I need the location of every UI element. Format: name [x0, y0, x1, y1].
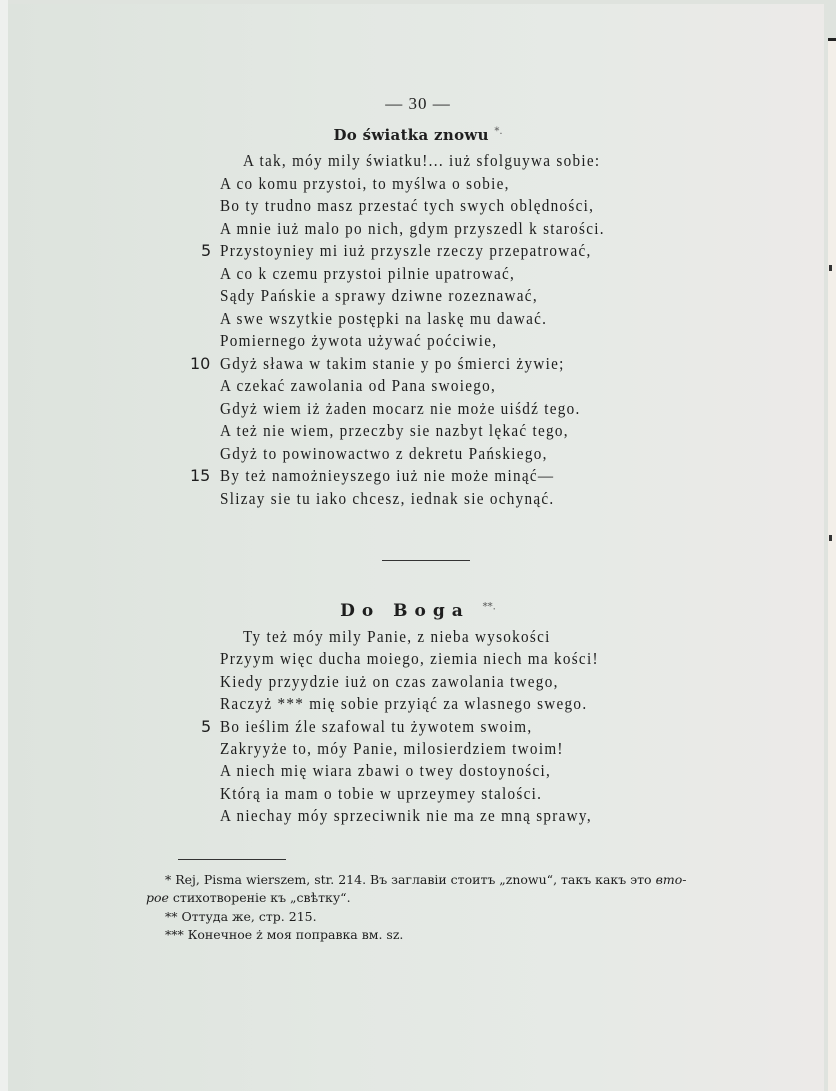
line-number: 5 — [201, 716, 212, 736]
page-edge-dot — [829, 265, 832, 271]
verse-line: A co komu przystoi, to myślwa o sobie, — [220, 173, 510, 193]
verse-line: A niech mię wiara zbawi o twey dostoyności, — [220, 761, 552, 781]
verse-line: A tak, móy mily światku!... iuż sfolguywa sobie: — [243, 151, 601, 170]
poem-title — [0, 126, 836, 144]
verse-line: Przyym więc ducha moiego, ziemia niech ma kości! — [220, 649, 599, 669]
poem-title-text: Do Boga — [340, 601, 470, 621]
line-number: 10 — [190, 353, 211, 373]
verse-line: Gdyż wiem iż żaden mocarz nie może uiśdź tego. — [220, 398, 581, 418]
page-number: — 30 — — [385, 94, 451, 113]
verse-line: A czekać zawolania od Pana swoiego, — [220, 376, 497, 395]
verse-line: Ty też móy mily Panie, z nieba wysokości — [243, 627, 551, 646]
poem-title — [0, 601, 836, 621]
verse-line: Gdyż to powinowactwo z dekretu Pańskiego, — [220, 443, 548, 463]
footnote-1-cont — [146, 889, 351, 907]
footnote-divider — [178, 859, 286, 860]
footnote-italic: вто- — [655, 872, 687, 887]
verse-line: Którą ia mam o tobie w uprzeymey stalości. — [220, 783, 543, 803]
footnote-italic: рое — [146, 890, 169, 905]
footnote-3 — [165, 926, 403, 944]
verse-line: A co k czemu przystoi pilnie upatrować, — [220, 263, 516, 283]
verse-line: By też namożnieyszego iuż nie może minąć— — [220, 466, 555, 485]
verse-line: Raczyż *** mię sobie przyiąć za wlasnego swego. — [220, 694, 588, 714]
line-number: 15 — [190, 466, 211, 485]
footnote-text: *** Конечное ż моя поправка вм. sz. — [165, 927, 404, 942]
verse-line: Zakryyże to, móy Panie, milosierdziem twoim! — [220, 739, 564, 758]
footnote-mark: **. — [482, 601, 496, 613]
footnote-mark: *. — [494, 126, 503, 137]
verse-line: Przystoyniey mi iuż przyszle rzeczy przepatrować, — [220, 241, 592, 260]
verse-line: Sądy Pańskie a sprawy dziwne rozeznawać, — [220, 286, 538, 305]
verse-line: Gdyż sława w takim stanie y po śmierci żywie; — [220, 353, 565, 373]
verse-line: Slizay sie tu iako chcesz, iednak sie ochynąć. — [220, 488, 555, 508]
verse-line: A swe wszytkie postępki na laskę mu dawać. — [220, 308, 548, 328]
verse-line: A mnie iuż malo po nich, gdym przyszedl k starości. — [220, 218, 605, 238]
footnote-text: ** Оттуда же, стр. 215. — [165, 909, 317, 924]
footnote-text: * Rej, Pisma wierszem, str. 214. Въ заглавіи стоитъ „znowu“, такъ какъ это — [165, 872, 652, 887]
verse-line: Pomiernego żywota używać poćciwie, — [220, 331, 498, 350]
verse-line: A niechay móy sprzeciwnik nie ma ze mną sprawy, — [220, 806, 592, 826]
page-left-edge — [0, 0, 8, 1091]
page-edge-mark — [828, 38, 836, 41]
footnote-1 — [165, 871, 686, 889]
page-edge-dot — [829, 535, 832, 541]
footnote-text: стихотвореніе къ „свѣтку“. — [168, 890, 351, 905]
next-page-edge — [828, 40, 836, 1091]
footnote-2 — [165, 908, 317, 926]
verse-line: Bo ieślim źle szafowal tu żywotem swoim, — [220, 716, 533, 736]
section-divider — [382, 560, 470, 561]
verse-line: Kiedy przyydzie iuż on czas zawolania twego, — [220, 671, 559, 691]
line-number: 5 — [201, 241, 212, 260]
verse-line: Bo ty trudno masz przestać tych swych oblędności, — [220, 196, 595, 215]
verse-line: A też nie wiem, przeczby sie nazbyt lękać tego, — [220, 421, 569, 440]
poem-title-text: Do światka znowu — [333, 126, 489, 144]
